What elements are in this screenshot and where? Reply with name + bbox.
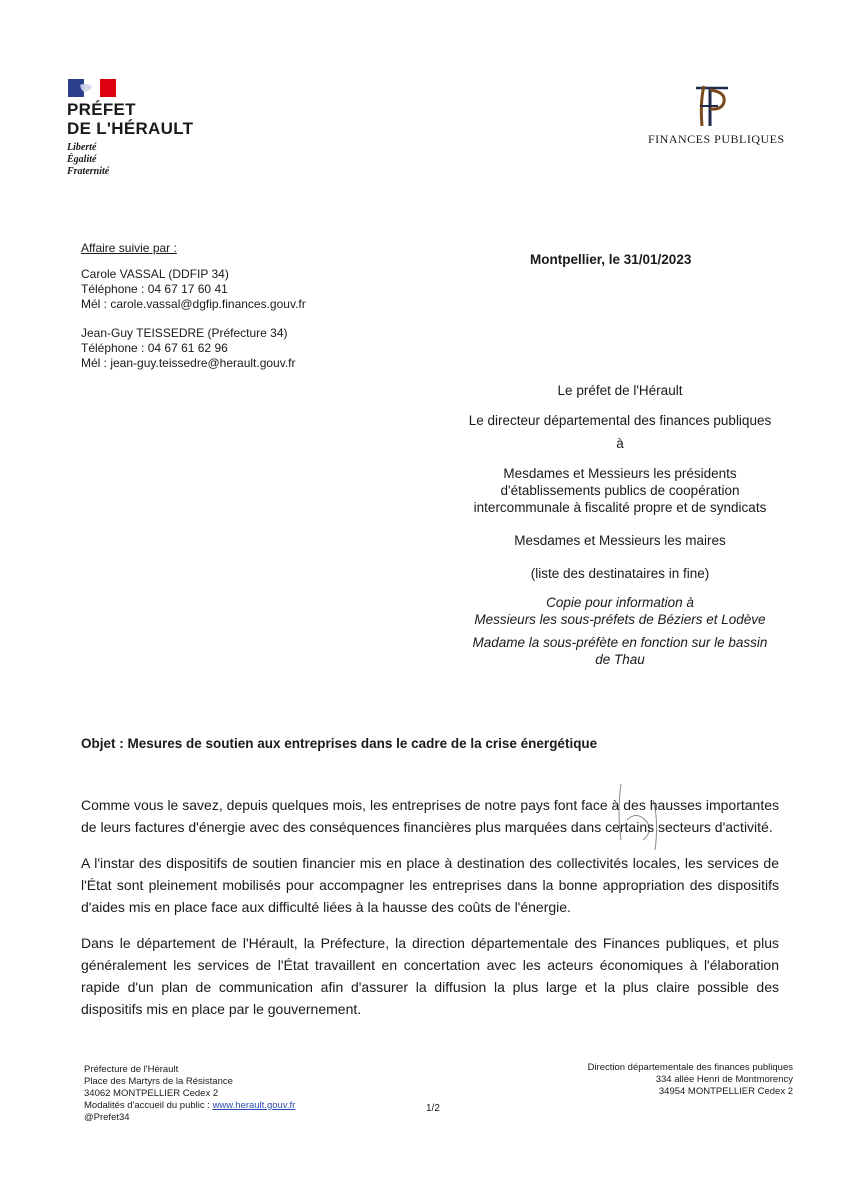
copy-line: Copie pour information à [546, 595, 694, 610]
letter-body [81, 794, 779, 1034]
republic-motto [67, 142, 109, 178]
footer-left-line: 34062 MONTPELLIER Cedex 2 [84, 1088, 219, 1099]
recipient-group1-line: Mesdames et Messieurs les présidents [503, 466, 737, 481]
motto-liberte: Liberté [67, 142, 97, 153]
contact-name: Jean-Guy TEISSEDRE (Préfecture 34) [81, 326, 288, 340]
contact-person [81, 267, 306, 312]
contact-name: Carole VASSAL (DDFIP 34) [81, 267, 229, 281]
body-paragraph: A l'instar des dispositifs de soutien financier mis en place à destination des collectivités locales, les services de l'État sont pleinement mobilisés pour accompagner les entreprises dans la bonne appropriation des dispositifs d'aides mis en place face aux difficulté liées à la hausse des coûts de l'énergie. [81, 855, 779, 915]
recipient-group1-line: d'établissements publics de coopération [500, 483, 740, 498]
copy2-line: de Thau [595, 652, 645, 667]
sender-ddfip: Le directeur départemental des finances publiques [468, 413, 772, 428]
finances-publiques-label: FINANCES PUBLIQUES [648, 132, 785, 146]
footer-prefecture-address [84, 1064, 295, 1124]
footer-right-line: Direction départementale des finances publiques [587, 1062, 793, 1073]
footer-left-line: Préfecture de l'Hérault [84, 1064, 179, 1075]
prefecture-title [67, 100, 193, 138]
body-paragraph: Dans le département de l'Hérault, la Préfecture, la direction départementale des Finances publiques, et plus généralement les services de l'État travaillent en concertation avec les acteurs économiques à l'élaboration rapide d'un plan de communication afin d'assurer la diffusion la plus large et la plus claire possible des dispositifs mis en place par le gouvernement. [81, 935, 779, 1017]
footer-twitter: @Prefet34 [84, 1112, 130, 1123]
contact-label: Affaire suivie par : [81, 241, 177, 255]
footer-right-line: 34954 MONTPELLIER Cedex 2 [658, 1086, 793, 1097]
contact-phone: Téléphone : 04 67 17 60 41 [81, 282, 228, 296]
recipient-group2: Mesdames et Messieurs les maires [514, 533, 726, 548]
sender-prefet: Le préfet de l'Hérault [557, 383, 683, 398]
recipient-group1-line: intercommunale à fiscalité propre et de syndicats [473, 500, 767, 515]
footer-website-link[interactable]: www.herault.gouv.fr [212, 1100, 296, 1111]
finances-publiques-logo [690, 82, 732, 130]
body-paragraph: Comme vous le savez, depuis quelques mois, les entreprises de notre pays font face à des hausses importantes de leurs factures d'énergie avec des conséquences financières plus marquées dans certains secteurs d'activité. [81, 797, 779, 835]
contact-person [81, 326, 306, 371]
motto-egalite: Égalité [67, 154, 97, 165]
recipient-to: à [616, 436, 624, 451]
contact-mail: Mél : carole.vassal@dgfip.finances.gouv.fr [81, 297, 306, 311]
contact-mail: Mél : jean-guy.teissedre@herault.gouv.fr [81, 356, 296, 370]
copy2-line: Madame la sous-préfète en fonction sur le bassin [472, 635, 768, 650]
footer-ddfip-address [520, 1062, 793, 1098]
footer-modalites [84, 1100, 295, 1112]
recipients-block [430, 382, 810, 668]
motto-fraternite: Fraternité [67, 166, 110, 177]
contact-phone: Téléphone : 04 67 61 62 96 [81, 341, 228, 355]
marianne-flag-logo [68, 79, 116, 97]
prefecture-line1: PRÉFET [67, 100, 136, 119]
footer-left-line: Place des Martyrs de la Résistance [84, 1076, 233, 1087]
letter-object: Objet : Mesures de soutien aux entreprises dans le cadre de la crise énergétique [81, 736, 598, 751]
footer-right-line: 334 allée Henri de Montmorency [655, 1074, 793, 1085]
contact-block [81, 241, 306, 385]
footer-modalites-label: Modalités d'accueil du public : [84, 1100, 213, 1111]
page-number: 1/2 [426, 1103, 440, 1114]
recipient-group3: (liste des destinataires in fine) [530, 566, 710, 581]
copy-line: Messieurs les sous-préfets de Béziers et Lodève [474, 612, 766, 627]
letter-date: Montpellier, le 31/01/2023 [530, 252, 692, 267]
prefecture-line2: DE L'HÉRAULT [67, 119, 194, 138]
